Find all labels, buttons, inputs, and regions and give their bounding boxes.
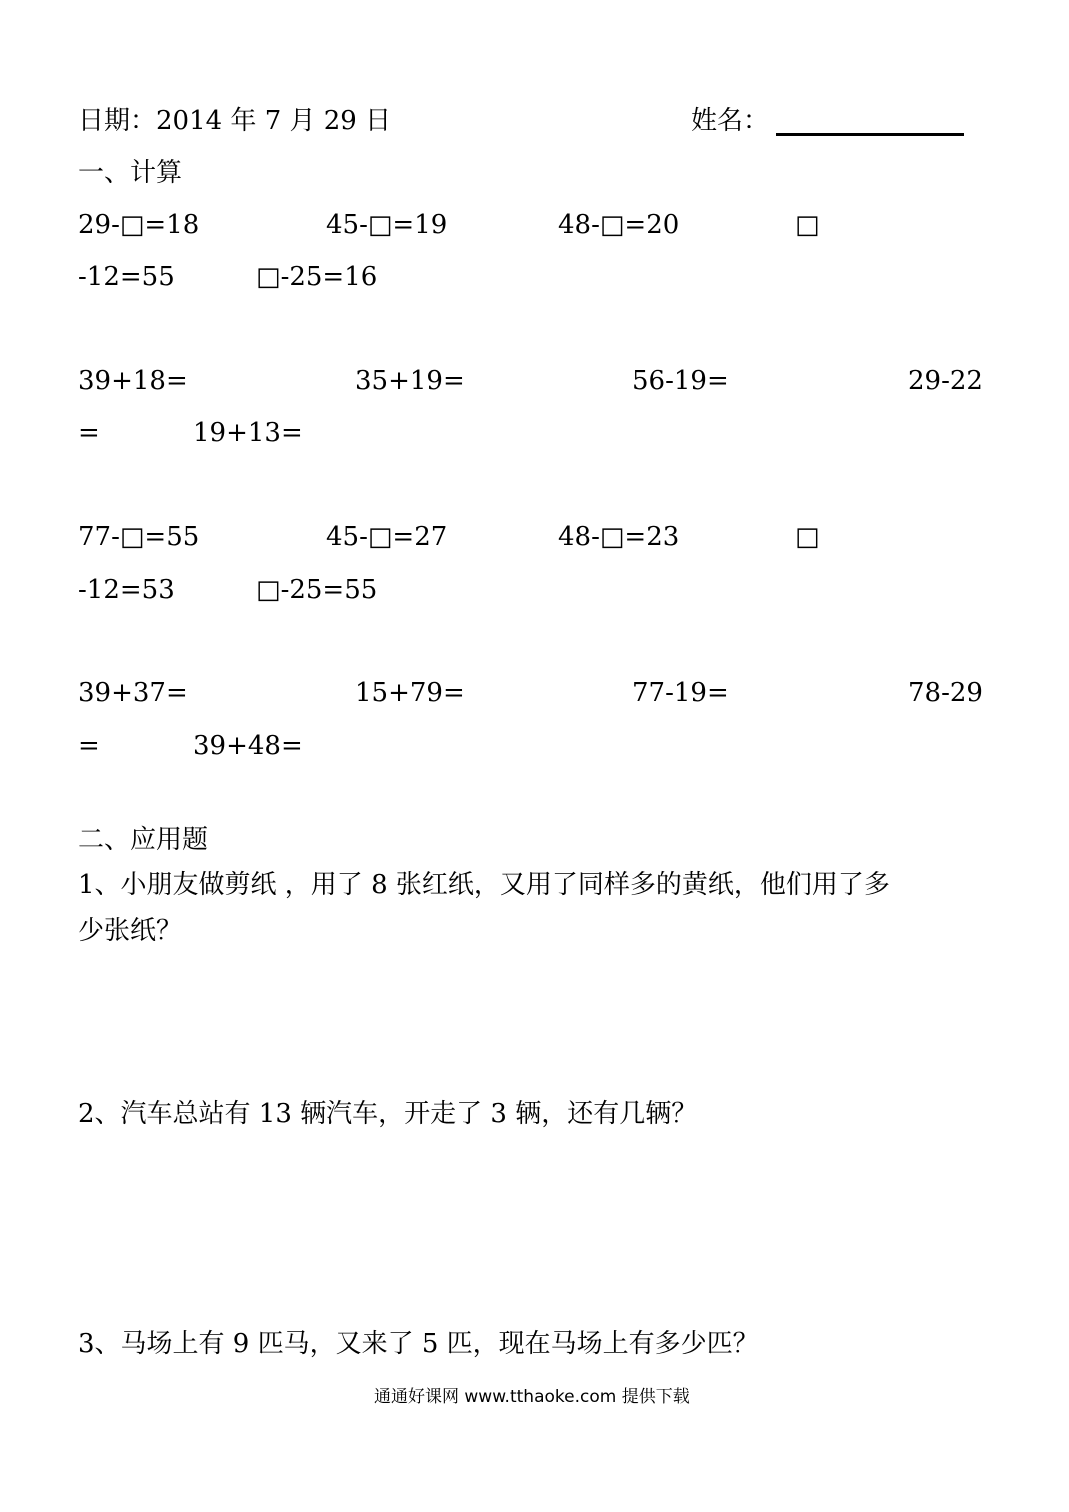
problem-g1-4-start: □	[795, 210, 820, 240]
problem-g2-2: 35+19=	[355, 366, 465, 396]
problem-g4-2: 15+79=	[355, 678, 465, 708]
section-2-title: 二、应用题	[78, 825, 209, 855]
problem-g1-1: 29-□=18	[78, 210, 200, 240]
problem-g3-4-start: □	[795, 522, 820, 552]
question-2: 2、汽车总站有 13 辆汽车，开走了 3 辆，还有几辆？	[78, 1099, 698, 1129]
problem-g3-4-end: -12=53	[78, 575, 175, 605]
problem-g4-4-end: =	[78, 731, 100, 761]
problem-g4-5: 39+48=	[193, 731, 303, 761]
date-label: 日期：2014 年 7 月 29 日	[78, 106, 392, 136]
name-label: 姓名：	[691, 106, 770, 136]
problem-g2-1: 39+18=	[78, 366, 188, 396]
name-blank-line[interactable]	[776, 133, 964, 136]
problem-g3-2: 45-□=27	[326, 522, 448, 552]
section-1-title: 一、计算	[78, 158, 183, 188]
problem-g2-5: 19+13=	[193, 418, 303, 448]
problem-g3-3: 48-□=23	[558, 522, 680, 552]
question-3: 3、马场上有 9 匹马，又来了 5 匹，现在马场上有多少匹？	[78, 1329, 759, 1359]
problem-g2-4-start: 29-22	[908, 366, 983, 396]
footer-source: 通通好课网 www.tthaoke.com 提供下载	[374, 1387, 690, 1407]
problem-g1-3: 48-□=20	[558, 210, 680, 240]
problem-g4-3: 77-19=	[632, 678, 729, 708]
problem-g4-1: 39+37=	[78, 678, 188, 708]
problem-g2-3: 56-19=	[632, 366, 729, 396]
question-1-line-2: 少张纸？	[78, 916, 183, 946]
problem-g1-4-end: -12=55	[78, 262, 175, 292]
problem-g2-4-end: =	[78, 418, 100, 448]
question-1-line-1: 1、小朋友做剪纸 ，用了 8 张红纸，又用了同样多的黄纸，他们用了多	[78, 870, 890, 900]
problem-g3-5: □-25=55	[256, 575, 378, 605]
problem-g1-5: □-25=16	[256, 262, 378, 292]
problem-g4-4-start: 78-29	[908, 678, 983, 708]
problem-g1-2: 45-□=19	[326, 210, 448, 240]
problem-g3-1: 77-□=55	[78, 522, 200, 552]
